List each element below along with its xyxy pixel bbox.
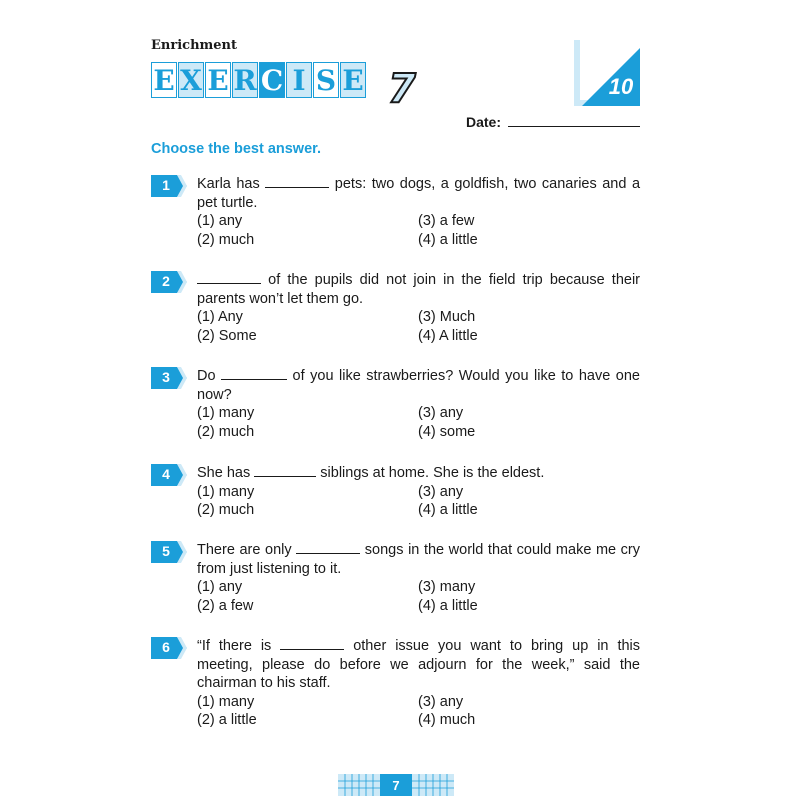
page-footer xyxy=(338,774,454,796)
question-text: Karla has pets: two dogs, a goldfish, two canaries and a pet turtle. xyxy=(197,176,641,211)
question-number: 2 xyxy=(162,273,170,289)
option[interactable]: (2) much xyxy=(197,231,255,248)
options xyxy=(197,212,640,249)
option[interactable]: (4) some xyxy=(418,423,476,440)
question-text: She has siblings at home. She is the eldest. xyxy=(197,465,545,481)
question-number: 6 xyxy=(162,639,170,655)
question xyxy=(151,464,640,520)
grid-decoration xyxy=(338,774,380,796)
question-number: 3 xyxy=(162,369,170,385)
question-number: 5 xyxy=(162,543,170,559)
date-field[interactable] xyxy=(508,126,640,127)
exercise-letter: R xyxy=(233,63,257,97)
exercise-letter: E xyxy=(151,62,177,98)
option[interactable]: (3) any xyxy=(418,405,464,421)
option[interactable]: (1) many xyxy=(197,405,255,421)
question xyxy=(151,541,640,615)
option[interactable]: (1) Any xyxy=(197,309,243,325)
options xyxy=(197,308,640,345)
exercise-title xyxy=(151,62,367,98)
options xyxy=(197,578,640,615)
option[interactable]: (3) Much xyxy=(418,309,476,325)
answer-blank[interactable] xyxy=(296,541,360,554)
exercise-letter: S xyxy=(313,62,339,98)
question-text: of the pupils did not join in the field trip because their parents won’t let them go. xyxy=(197,272,640,307)
option[interactable]: (2) Some xyxy=(197,327,257,344)
answer-blank[interactable] xyxy=(221,367,287,380)
date-label: Date: xyxy=(466,114,502,130)
instruction: Choose the best answer. xyxy=(151,141,322,157)
answer-blank[interactable] xyxy=(254,464,316,477)
exercise-number: 7 xyxy=(388,66,416,112)
question xyxy=(151,271,640,345)
exercise-letter: I xyxy=(286,62,312,98)
page-number: 7 xyxy=(380,774,412,796)
exercise-letter: X xyxy=(178,62,204,98)
question-text: Do of you like strawberries? Would you like to have one now? xyxy=(197,368,640,403)
exercise-letter: E xyxy=(205,62,231,98)
option[interactable]: (4) A little xyxy=(418,327,478,344)
option[interactable]: (2) much xyxy=(197,502,255,518)
options xyxy=(197,483,640,520)
section-label: Enrichment xyxy=(151,38,237,53)
option[interactable]: (2) much xyxy=(197,423,255,440)
question xyxy=(151,175,640,249)
question xyxy=(151,367,640,441)
exercise-letter: C xyxy=(260,63,284,97)
grid-decoration xyxy=(412,774,454,796)
option[interactable]: (4) a little xyxy=(418,502,478,518)
option[interactable]: (3) any xyxy=(418,693,464,710)
option[interactable]: (1) many xyxy=(197,693,255,710)
question xyxy=(151,637,640,730)
answer-blank[interactable] xyxy=(197,271,261,284)
option[interactable]: (4) a little xyxy=(418,597,478,614)
option[interactable]: (2) a little xyxy=(197,712,257,728)
question-number: 1 xyxy=(162,177,170,193)
unit-number: 10 xyxy=(608,74,634,99)
option[interactable]: (3) a few xyxy=(418,213,475,229)
option[interactable]: (3) any xyxy=(418,483,464,500)
exercise-letter: E xyxy=(340,62,366,98)
option[interactable]: (1) any xyxy=(197,213,243,229)
options xyxy=(197,693,640,730)
answer-blank[interactable] xyxy=(280,637,344,650)
option[interactable]: (2) a few xyxy=(197,597,254,614)
option[interactable]: (4) a little xyxy=(418,231,478,248)
option[interactable]: (1) many xyxy=(197,483,255,500)
question-text: “If there is other issue you want to bring up in this meeting, please do before we adjourn for the week,” said the chairman to his staff. xyxy=(197,638,641,691)
question-text: There are only songs in the world that could make me cry from just listening to it. xyxy=(197,542,641,577)
option[interactable]: (3) many xyxy=(418,579,476,595)
answer-blank[interactable] xyxy=(265,175,329,188)
question-number: 4 xyxy=(162,466,170,482)
option[interactable]: (4) much xyxy=(418,712,476,728)
options xyxy=(197,404,640,441)
option[interactable]: (1) any xyxy=(197,579,243,595)
